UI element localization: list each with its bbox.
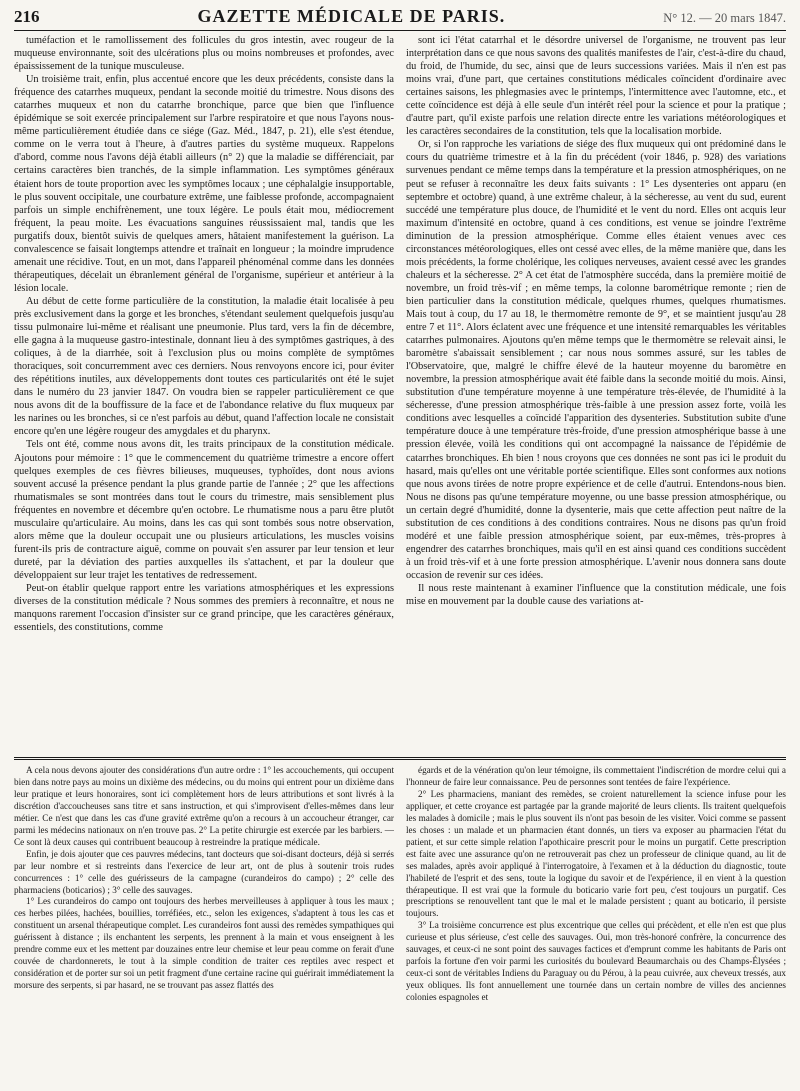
paragraph: sont ici l'état catarrhal et le désordre universel de l'organisme, ne trouvent pas leur interprétation dans ce que nous savons des qualités manifestes de l'air, c'est-à-dire du chaud, du froid, de l'humide, du sec, ainsi que de leurs successions variées. Mais il n'en est pas moins vrai, d'une part, que certaines constitutions médicales coïncident d'ordinaire avec certaines saisons, les phlegmasies avec le printemps, l'intermittence avec l'automne, etc., et cette coïncidence est déjà à elle seule d'un intérêt réel pour la science et pour la pratique ; d'autre part, qu'il existe parfois une relation directe entre les variations météorologiques et les caractères secondaires de la constitution, tels que la localisation morbide. [406, 35, 786, 138]
paragraph: Enfin, je dois ajouter que ces pauvres médecins, tant docteurs que soi-disant docteurs, déjà si serrés par leur nombre et si restreints dans l'exercice de leur art, ont de plus à soutenir trois rudes concurrences : 1° celle des guérisseurs de la campagne (curandeiros do campo) ; 2° celle des pharmaciens (boticarios) ; 3° celle des sauvages. [14, 848, 394, 895]
feuilleton-right-column [406, 765, 786, 1083]
paragraph: Tels ont été, comme nous avons dit, les traits principaux de la constitution médicale. Ajoutons pour mémoire : 1° que le commencement du quatrième trimestre a encore offert quelques exemples de ces fièvres bilieuses, muqueuses, typhoïdes, dont nous avions souvent accusé la présence pendant la plus grande partie de l'année ; 2° que les affections rhumatismales se sont montrées dans tout le cours du trimestre, mais sensiblement plus fréquentes en novembre et décembre qu'en octobre. Le rhumatisme nous a paru être plutôt musculaire qu'articulaire. Au moins, dans les cas qui sont tombés sous notre observation, alors même que la douleur occupait une ou plusieurs articulations, les muscles voisins furent-ils pris de contracture aiguë, comme on pouvait s'en assurer par leur tension et leur dureté, par la déviation des parties auxquelles ils s'attachent, et par la douleur que développaient sur leur trajet les tentatives de redressement. [14, 439, 394, 581]
feuilleton-divider [14, 757, 786, 760]
paragraph: 1° Les curandeiros do campo ont toujours des herbes merveilleuses à appliquer à tous les maux ; ces herbes pilées, hachées, bouillies, torréfiées, etc., selon les exigences, s'adaptent à tous les cas et constituent un arsenal thérapeutique complet. Les curandeiros font aussi des remèdes sympathiques qui guérissent à distance ; ils enchantent les serpents, les prennent à la main et vous enseignent à les prendre comme eux et les mettent par douzaines entre leur chemise et leur peau comme on ferait d'une couvée de chardonnerets, le tout à la simple condition de traiter ces reptiles avec respect et considération et de porter sur soi un petit fragment d'une certaine racine qui guérirait immédiatement la morsure des serpents, si par hasard, ne se trouvant pas assez flattés des [14, 896, 394, 991]
paragraph: Or, si l'on rapproche les variations de siége des flux muqueux qui ont prédominé dans le cours du quatrième trimestre et à la fin du précédent (voir 1846, p. 928) des variations survenues pendant ce même temps dans la température et la pression atmosphériques, on ne peut se refuser à reconnaître les deux faits suivants : 1° Les dysenteries ont apparu (en septembre et octobre) quand, à une extrême chaleur, à la sécheresse, au vent du sud, eurent succédé une température plus douce, de l'humidité et le vent du nord. Elles ont acquis leur maximum d'intensité en octobre, quand à ces conditions, est venue se joindre l'extrême diminution de la pression atmosphérique. Comme elles étaient venues avec ces circonstances météorologiques, elles ont cessé avec elles, de la même manière que, dans les mois précédents, la forme cholérique, les coliques nerveuses, avaient cessé avec les grandes chaleurs et la sécheresse. 2° A cet état de l'atmosphère succéda, dans la première moitié de novembre, un froid très-vif ; en même temps, la colonne barométrique remonte ; rien de bien particulier dans la constitution médicale, quelques rhumes, quelques rhumatismes. Mais tout à coup, du 17 au 18, le thermomètre remonte de 9°, et se maintient jusqu'au 28 entre 7 et 11°. Alors éclatent avec une fréquence et une intensité remarquables les véritables catarrhes pulmonaires. Ajoutons qu'en même temps que le thermomètre se relevait ainsi, le baromètre s'abaissait sensiblement ; car nous nous sommes assuré, sur les tables de l'Observatoire, que, malgré le chiffre élevé de la hauteur moyenne du baromètre en novembre, la pression atmosphérique avait été faible dans la seconde moitié du mois. Ainsi, substitution d'une température moyenne à une température très-élevée, de l'humidité à la sécheresse, d'une pression atmosphérique très-faible à une pression assez forte, voilà les conditions avec lesquelles a coïncidé l'apparition des dysenteries. Substitution subite d'une température douce à une température très-froide, d'une pression atmosphérique basse à une pression élevée, voilà les conditions qui ont accompagné la naissance de l'épidémie de catarrhes bronchiques. Eh bien ! nous croyons que ces données ne sont pas ici le produit du hasard, mais qu'elles ont une véritable portée scientifique. Elles sont conformes aux notions que nous avons tirées de notre propre expérience et de celle d'autrui. Entendons-nous bien. Nous ne disons pas qu'une température moyenne, ou une basse pression atmosphérique, ou un certain degré d'humidité, donne la dysenterie, mais que cette affection peut naître de la substitution de ces conditions à des conditions contraires. Nous ne disons pas qu'un froid modéré et une faible pression atmosphérique soient, par eux-mêmes, très-propres à engendrer des catarrhes bronchiques, mais qu'il en est ainsi quand ces conditions succèdent à un froid très-vif et à une forte pression atmosphérique. L'avenir nous donnera sans doute occasion de revenir sur ces idées. [406, 139, 786, 581]
paragraph: Un troisième trait, enfin, plus accentué encore que les deux précédents, consiste dans la fréquence des catarrhes muqueux, pendant la seconde moitié du trimestre. Nous disons des catarrhes muqueux et non du catarrhe bronchique, parce que bien que l'influence épidémique se soit exercée principalement sur l'arbre respiratoire et que nous l'ayons nous-même particulièrement étudiée dans ce siége (Gaz. Méd., 1847, p. 21), elle s'est étendue, comme on le verra tout à l'heure, à d'autres parties du système muqueux. Rappelons d'abord, comme nous l'avons déjà établi ailleurs (n° 2) que la maladie se différenciait, par certains caractères bien tranchés, de la simple inflammation. Les symptômes généraux étaient hors de toute proportion avec les symptômes locaux ; une céphalalgie insupportable, le plus souvent occipitale, une courbature extrême, une faiblesse profonde, accompagnaient parfois un simple enchifrènement, une toux légère. Le pouls était mou, médiocrement fréquent, la peau moite. Les évacuations sanguines réussissaient mal, tandis que les purgatifs doux, bientôt suivis de quelques amers, hâtaient manifestement la guérison. La convalescence se faisait longtemps attendre et traînait en longueur ; la moindre imprudence amenait une récidive. Tout, en un mot, dans l'appareil phénoménal comme dans les données thérapeutiques, décelait un ébranlement général de l'organisme, supérieur et antérieur à la lésion locale. [14, 74, 394, 294]
journal-title: GAZETTE MÉDICALE DE PARIS. [197, 6, 506, 26]
issue-date: N° 12. — 20 mars 1847. [663, 11, 786, 25]
page-header [14, 6, 786, 31]
main-article-left-column [14, 34, 394, 750]
main-article [14, 34, 786, 750]
feuilleton [14, 765, 786, 1083]
paragraph: A cela nous devons ajouter des considérations d'un autre ordre : 1° les accouchements, qui occupent bien dans notre pays au moins un dixième des médecins, ou du moins qui entrent pour un dixième dans leur pratique et leurs honoraires, sont ici complètement hors de leurs attributions et sont livrés à la discrétion d'accoucheuses sans titre et sans instruction, et qui s'improvisent d'elles-mêmes dans leur métier. Ce n'est que dans les cas d'une gravité extrême qu'on a recours à un accoucheur étranger, car parmi les médecins nationaux on n'en trouve pas. 2° La petite chirurgie est exercée par les barbiers. — Ce sont là deux causes qui contribuent beaucoup à restreindre la pratique médicale. [14, 765, 394, 847]
paragraph: tuméfaction et le ramollissement des follicules du gros intestin, avec rougeur de la muqueuse environnante, soit des ulcérations plus ou moins nombreuses et profondes, avec épaississement de la tunique musculeuse. [14, 35, 394, 73]
paragraph: Peut-on établir quelque rapport entre les variations atmosphériques et les expressions diverses de la constitution médicale ? Nous sommes des premiers à reconnaître, et nous ne manquons rarement l'occasion d'insister sur ce grand principe, que les caractères généraux, essentiels, des constitutions, comme [14, 582, 394, 634]
main-article-right-column [406, 34, 786, 750]
paragraph: égards et de la vénération qu'on leur témoigne, ils commettaient l'indiscrétion de mordre celui qui a l'honneur de faire leur connaissance. Peu de personnes sont tentées de faire l'expérience. [406, 765, 786, 787]
paragraph: Il nous reste maintenant à examiner l'influence que la constitution médicale, une fois mise en mouvement par la double cause des variations at- [406, 582, 786, 608]
paragraph: 3° La troisième concurrence est plus excentrique que celles qui précèdent, et elle n'en est que plus curieuse et plus sérieuse, c'est celle des sauvages. Oui, mon très-honoré confrère, la concurrence des sauvages, et ceux-ci ne sont point des sauvages factices et d'emprunt comme les habitants de Paris ont parfois la fortune d'en voir parmi les curiosités du boulevard Beaumarchais ou des Champs-Élysées ; ceux-ci sont de véritables Indiens du Paraguay ou du Pérou, à la peau cuivrée, aux cheveux tressés, aux yeux obliques. Ils font annuellement une tournée dans un certain nombre de villes des anciennes colonies espagnoles et [406, 920, 786, 1003]
paragraph: Au début de cette forme particulière de la constitution, la maladie était localisée à peu près exclusivement dans la gorge et les bronches, s'étendant seulement quelquefois jusqu'au tissu pulmonaire lui-même et réalisant une pneumonie. Plus tard, vers la fin de décembre, elle gagna à la muqueuse gastro-intestinale, donnant lieu à des symptômes gastriques, à des coliques, à de la diarrhée, soit à l'exclusion plus ou moins complète de symptômes thoraciques, soit concurremment avec ces derniers. Nous renvoyons encore ici, pour éviter des répétitions inutiles, aux développements dont toutes ces particularités ont été le sujet dans le numéro du 23 janvier 1847. On voudra bien se rappeler particulièrement ce que nous avons dit de la bouffissure de la face et de l'abondance relative du flux muqueux par les narines ou les bronches, si ce n'est parfois au début, quand l'affection locale ne consistait encore qu'en une légère rougeur des amygdales et du pharynx. [14, 295, 394, 438]
feuilleton-left-column [14, 765, 394, 1083]
paragraph: 2° Les pharmaciens, maniant des remèdes, se croient naturellement la science infuse pour les appliquer, et cette croyance est partagée par la grande majorité de leurs clients. Ils traitent quelquefois les malades à domicile ; mais le plus souvent ils n'ont pas besoin de les visiter. Voici comme se passent les choses : un malade et un pharmacien étant donnés, un tiers va exposer au pharmacien l'état du patient, et sur cette simple relation l'apothicaire prescrit pour le moins un purgatif. Cette prescription est faite avec une assurance qu'on ne retrouverait pas chez un professeur de clinique quand, au lit de ses malades, après avoir appliqué à l'interrogatoire, à l'examen et à la déduction du diagnostic, toute l'habileté de l'esprit et des sens, toute la logique du savoir et de l'expérience, il en vient à la question thérapeutique. Il est vrai que la formule du boticario varie fort peu, c'est toujours un purgatif. Ces prescriptions se renouvellent tant que le mal et le malade persistent ; quant au boticario, il persiste toujours. [406, 788, 786, 919]
page-number: 216 [14, 7, 40, 26]
